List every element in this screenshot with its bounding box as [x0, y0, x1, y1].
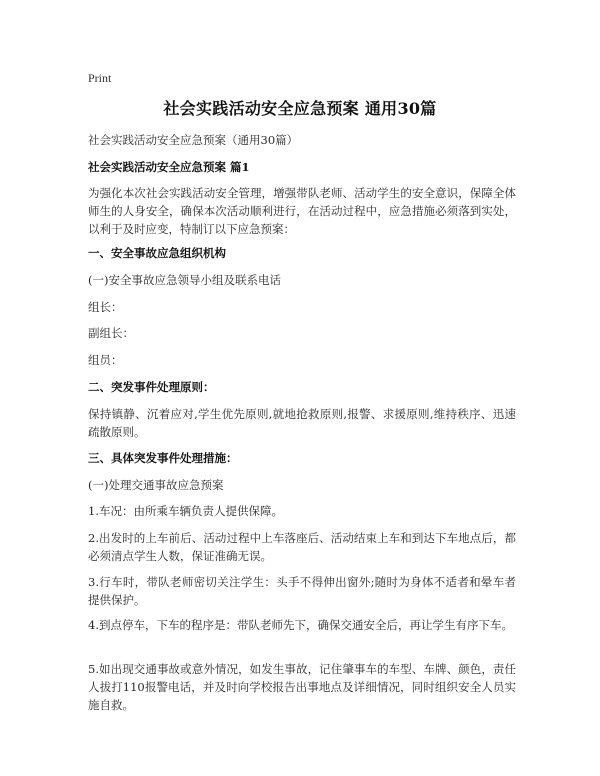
document-subtitle: 社会实践活动安全应急预案（通用30篇）	[88, 133, 299, 147]
principles-paragraph: 保持镇静、沉着应对,学生优先原则,就地抢救原则,报警、求援原则,维持秩序、迅速疏散原则。	[88, 407, 516, 439]
print-label[interactable]: Print	[88, 71, 112, 85]
heading-organization: 一、安全事故应急组织机构	[88, 246, 226, 260]
section-title: 社会实践活动安全应急预案 篇1	[88, 160, 250, 174]
intro-paragraph: 为强化本次社会实践活动安全管理，增强带队老师、活动学生的安全意识，保障全体师生的人身安全，确保本次活动顺利进行，在活动过程中，应急措施必须落到实处，以利于及时应变，特制订以下应急预案：	[88, 186, 516, 236]
subheading-leadership-group: (一)安全事故应急领导小组及联系电话	[88, 273, 281, 287]
list-item-2: 2.出发时的上车前后、活动过程中上车落座后、活动结束上车和到达下车地点后，都必须清点学生人数，保证准确无误。	[88, 531, 516, 563]
list-item-3: 3.行车时，带队老师密切关注学生：头手不得伸出窗外;随时为身体不适者和晕车者提供保护。	[88, 575, 516, 607]
document-title: 社会实践活动安全应急预案 通用30篇	[163, 99, 437, 118]
subheading-traffic-plan: (一)处理交通事故应急预案	[88, 478, 224, 492]
heading-principles: 二、突发事件处理原则：	[88, 380, 215, 394]
list-item-5: 5.如出现交通事故或意外情况，如发生事故，记住肇事车的车型、车牌、颜色，责任人拔打110报警电话，并及时向学校报告出事地点及详细情况，同时组织安全人员实施自救。	[88, 662, 516, 712]
group-leader-line: 组长：	[88, 300, 123, 314]
vice-leader-line: 副组长：	[88, 326, 134, 340]
list-item-4: 4.到点停车，下车的程序是：带队老师先下，确保交通安全后，再让学生有序下车。	[88, 618, 513, 632]
list-item-1: 1.车况：由所乘车辆负责人提供保障。	[88, 504, 283, 518]
members-line: 组员：	[88, 353, 123, 367]
heading-measures: 三、具体突发事件处理措施：	[88, 451, 238, 465]
